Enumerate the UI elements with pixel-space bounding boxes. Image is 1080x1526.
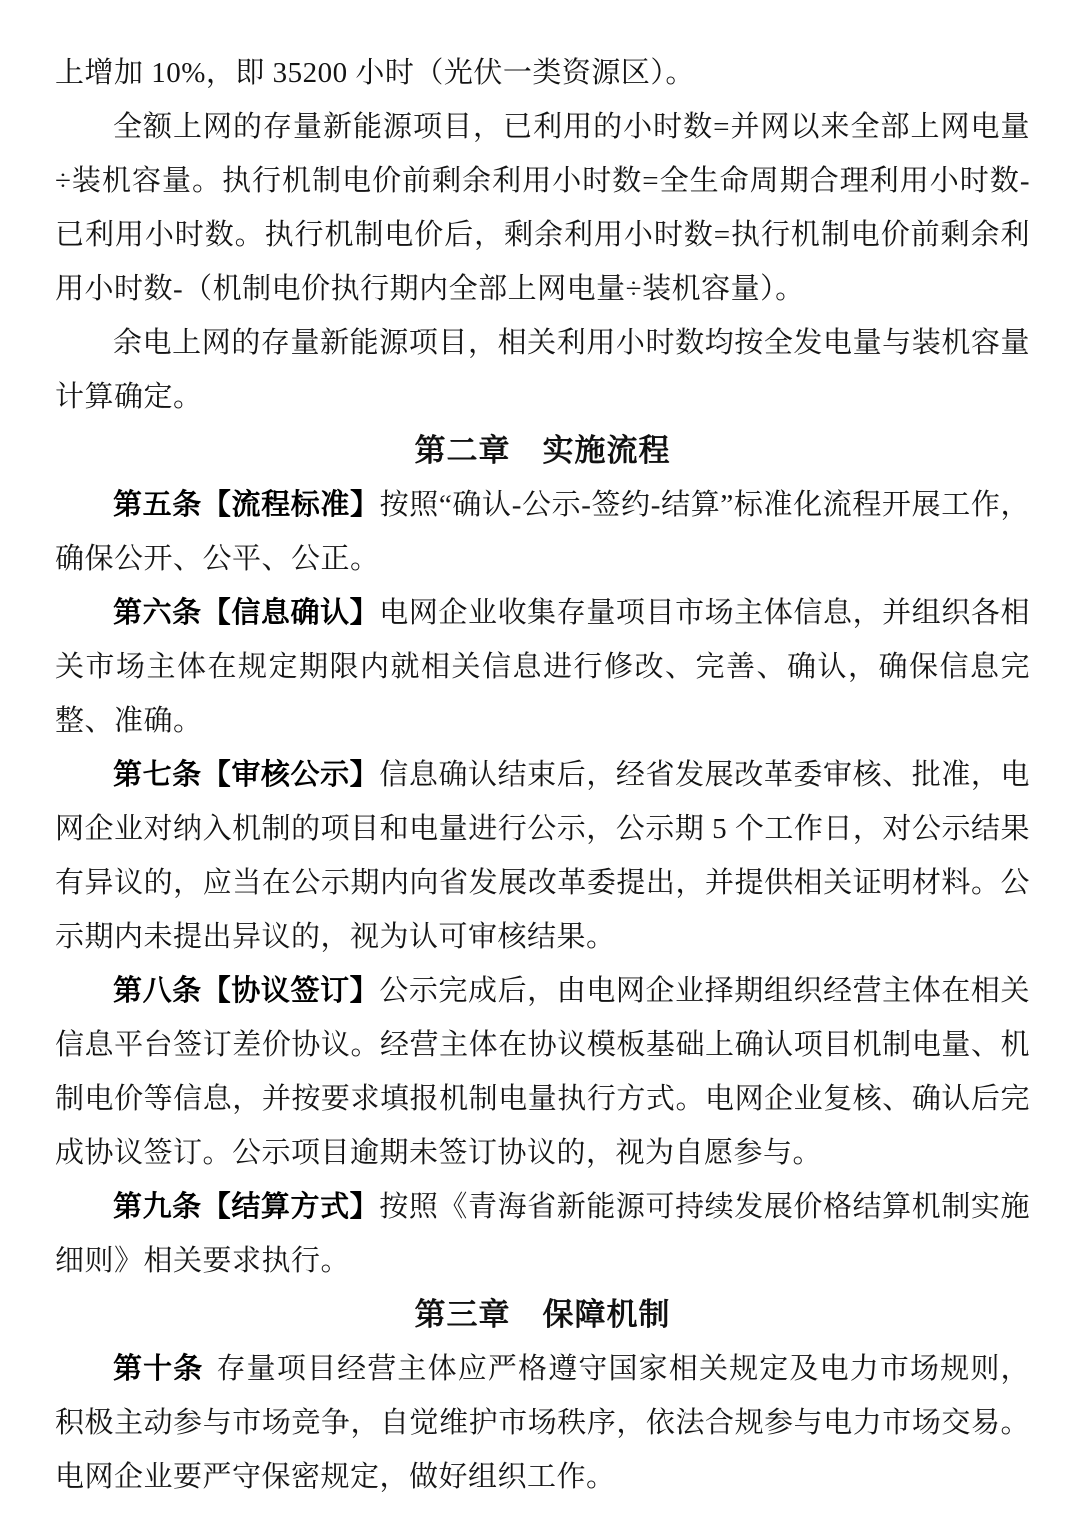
article-paragraph-5 [55,478,1030,586]
chapter-heading-2: 第二章 实施流程 [414,433,671,468]
article-number-5: 第五条【流程标准】 [113,489,380,521]
article-paragraph-6 [55,586,1030,748]
article-text-5: 按照“确认-公示-签约-结算”标准化流程开展工作，确保公开、公平、公正。 [55,489,1030,575]
article-text-7: 信息确认结束后，经省发展改革委审核、批准，电网企业对纳入机制的项目和电量进行公示，公示期 5 个工作日，对公示结果有异议的，应当在公示期内向省发展改革委提出，并提供相关证明材料。公示期内未提出异议的，视为认可审核结果。 [55,759,1030,953]
article-paragraph-9 [55,1180,1030,1288]
article-number-8: 第八条【协议签订】 [113,975,380,1007]
article-text-6: 电网企业收集存量项目市场主体信息，并组织各相关市场主体在规定期限内就相关信息进行修改、完善、确认，确保信息完整、准确。 [55,597,1030,737]
article-number-10: 第十条 [113,1353,204,1385]
chapter-heading-3: 第三章 保障机制 [414,1297,671,1332]
article-paragraph-7 [55,748,1030,964]
article-paragraph-10 [55,1342,1030,1504]
article-number-7: 第七条【审核公示】 [113,759,380,791]
article-number-6: 第六条【信息确认】 [113,597,380,629]
article-number-9: 第九条【结算方式】 [113,1191,380,1223]
article-paragraph-8 [55,964,1030,1180]
paragraph: 余电上网的存量新能源项目，相关利用小时数均按全发电量与装机容量计算确定。 [55,327,1030,413]
paragraph: 全额上网的存量新能源项目，已利用的小时数=并网以来全部上网电量÷装机容量。执行机制电价前剩余利用小时数=全生命周期合理利用小时数-已利用小时数。执行机制电价后，剩余利用小时数=执行机制电价前剩余利用小时数-（机制电价执行期内全部上网电量÷装机容量）。 [55,111,1030,305]
article-text-9: 按照《青海省新能源可持续发展价格结算机制实施细则》相关要求执行。 [55,1191,1030,1277]
paragraph-continuation: 上增加 10%，即 35200 小时（光伏一类资源区）。 [55,57,695,89]
article-text-10: 存量项目经营主体应严格遵守国家相关规定及电力市场规则，积极主动参与市场竞争，自觉维护市场秩序，依法合规参与电力市场交易。电网企业要严守保密规定，做好组织工作。 [55,1353,1030,1493]
article-text-8: 公示完成后，由电网企业择期组织经营主体在相关信息平台签订差价协议。经营主体在协议模板基础上确认项目机制电量、机制电价等信息，并按要求填报机制电量执行方式。电网企业复核、确认后完成协议签订。公示项目逾期未签订协议的，视为自愿参与。 [55,975,1030,1169]
